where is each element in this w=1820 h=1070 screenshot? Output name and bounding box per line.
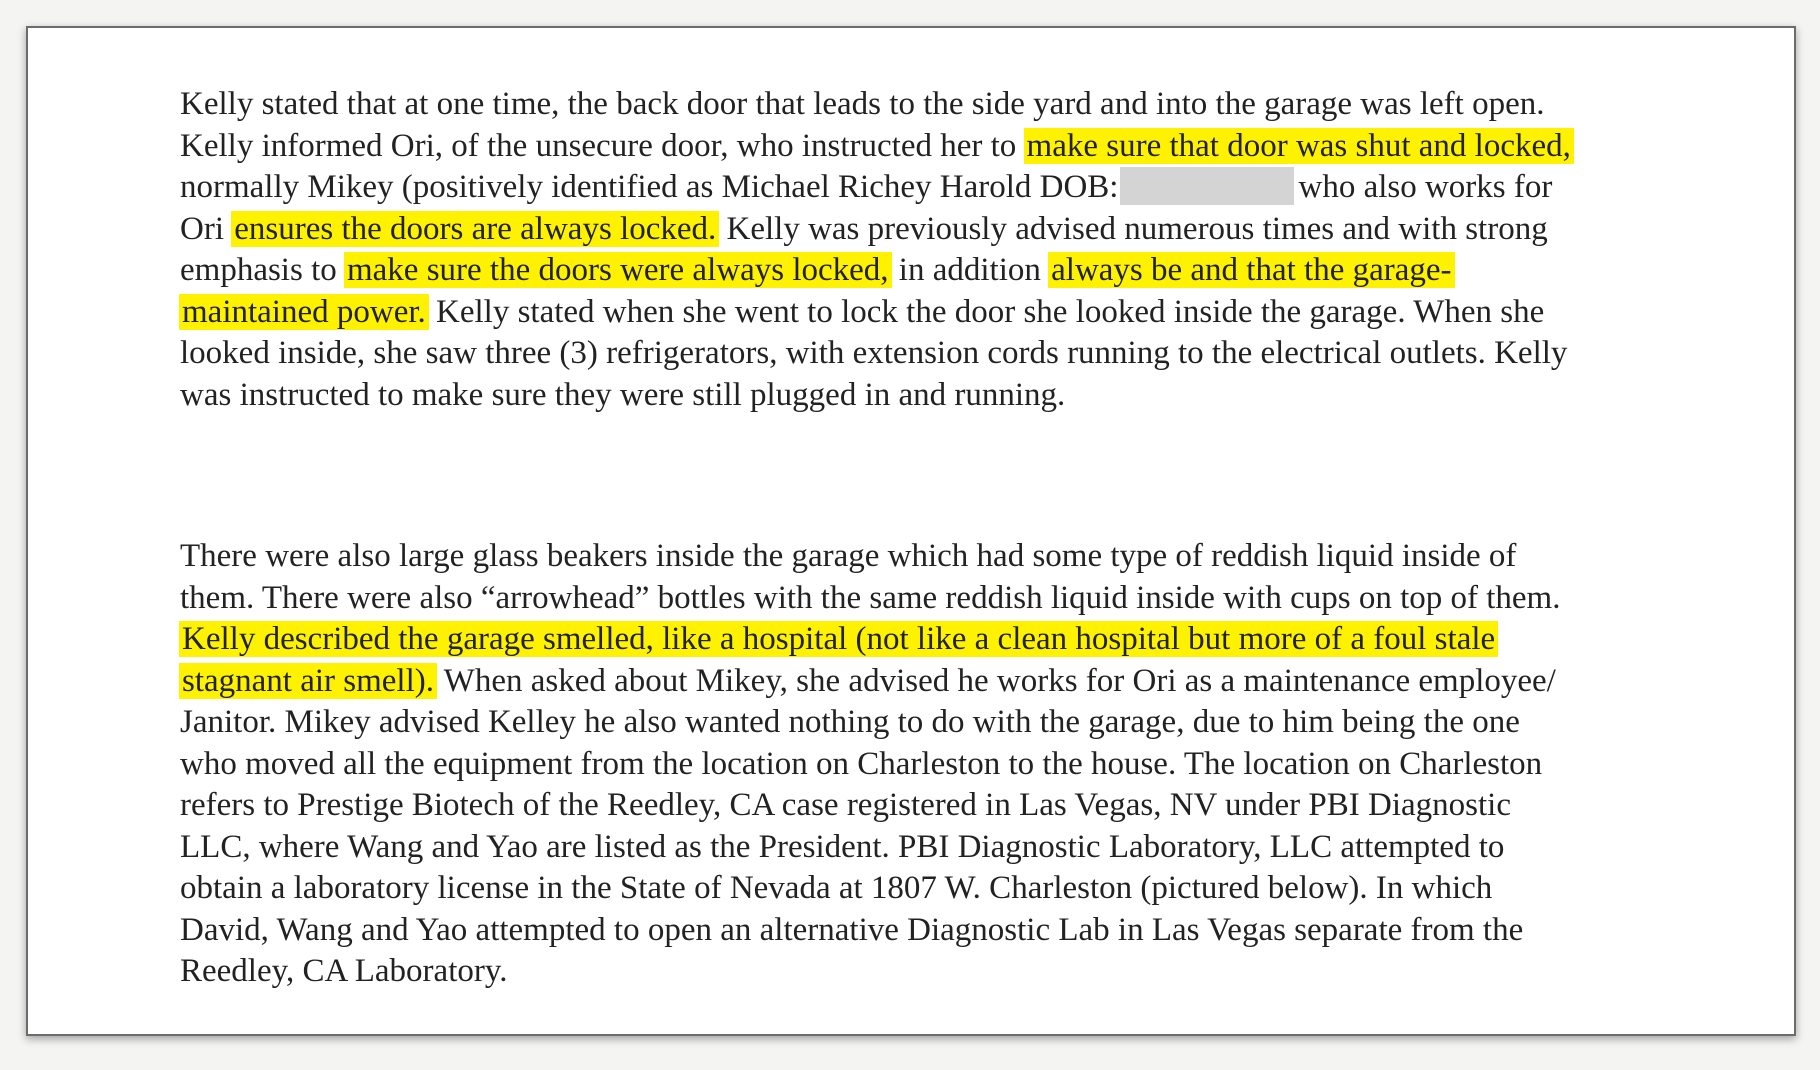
text-line <box>180 951 1660 993</box>
highlighted-text: stagnant air smell). <box>179 663 437 699</box>
highlighted-text: ensures the doors are always locked. <box>231 211 719 247</box>
text-segment: Ori <box>180 210 224 247</box>
paragraph-2 <box>180 536 1660 993</box>
text-line <box>180 744 1660 786</box>
highlighted-text: always be and that the garage- <box>1048 252 1454 288</box>
highlighted-text: make sure the doors were always locked, <box>344 252 892 288</box>
paragraph-1 <box>180 84 1660 416</box>
text-segment: Kelly was previously advised numerous times and with strong <box>726 210 1548 247</box>
text-line <box>180 868 1660 910</box>
text-segment: emphasis to <box>180 252 337 288</box>
text-segment: David, Wang and Yao attempted to open an alternative Diagnostic Lab in Las Vegas separate from the <box>180 911 1524 948</box>
highlighted-text: Kelly described the garage smelled, like a hospital (not like a clean hospital but more of a foul stale <box>179 621 1498 657</box>
text-segment: looked inside, she saw three (3) refrigerators, with extension cords running to the electrical outlets. Kelly <box>180 335 1568 371</box>
text-segment: obtain a laboratory license in the State of Nevada at 1807 W. Charleston (pictured below). In which <box>180 870 1493 906</box>
highlighted-text: make sure that door was shut and locked, <box>1024 128 1574 164</box>
text-segment: Janitor. Mikey advised Kelley he also wanted nothing to do with the garage, due to him being the one <box>180 704 1520 740</box>
text-segment: refers to Prestige Biotech of the Reedley, CA case registered in Las Vegas, NV under PBI Diagnostic <box>180 787 1511 823</box>
text-line <box>180 785 1660 827</box>
text-segment: who also works for <box>1298 169 1553 205</box>
text-line <box>180 126 1660 168</box>
text-line <box>180 333 1660 375</box>
text-segment: Kelly stated that at one time, the back door that leads to the side yard and into the garage was left open. <box>180 86 1545 122</box>
text-segment: who moved all the equipment from the location on Charleston to the house. The location on Charleston <box>180 745 1543 782</box>
text-line <box>180 536 1660 578</box>
text-line <box>180 910 1660 952</box>
text-line <box>180 250 1660 292</box>
text-segment: them. There were also “arrowhead” bottles with the same reddish liquid inside with cups on top of them. <box>180 579 1561 616</box>
text-line <box>180 661 1660 703</box>
text-line <box>180 209 1660 251</box>
text-segment: was instructed to make sure they were still plugged in and running. <box>180 376 1066 413</box>
text-line <box>180 578 1660 620</box>
text-line <box>180 375 1660 417</box>
text-segment: When asked about Mikey, she advised he works for Ori as a maintenance employee/ <box>443 662 1556 699</box>
text-segment: Kelly informed Ori, of the unsecure door, who instructed her to <box>180 127 1017 164</box>
text-line <box>180 619 1660 661</box>
highlighted-text: maintained power. <box>179 294 429 330</box>
document-page <box>26 26 1796 1036</box>
text-segment: There were also large glass beakers inside the garage which had some type of reddish liquid inside of <box>180 538 1517 574</box>
text-segment: in addition <box>898 252 1041 288</box>
text-line <box>180 827 1660 869</box>
text-line <box>180 84 1660 126</box>
text-segment: normally Mikey (positively identified as Michael Richey Harold DOB: <box>180 169 1119 205</box>
text-segment: Reedley, CA Laboratory. <box>180 953 508 989</box>
text-line <box>180 292 1660 334</box>
redaction-box <box>1120 167 1294 205</box>
text-segment: Kelly stated when she went to lock the door she looked inside the garage. When she <box>436 293 1545 330</box>
text-line <box>180 702 1660 744</box>
text-segment: LLC, where Wang and Yao are listed as the President. PBI Diagnostic Laboratory, LLC attempted to <box>180 828 1505 865</box>
text-line <box>180 167 1660 209</box>
